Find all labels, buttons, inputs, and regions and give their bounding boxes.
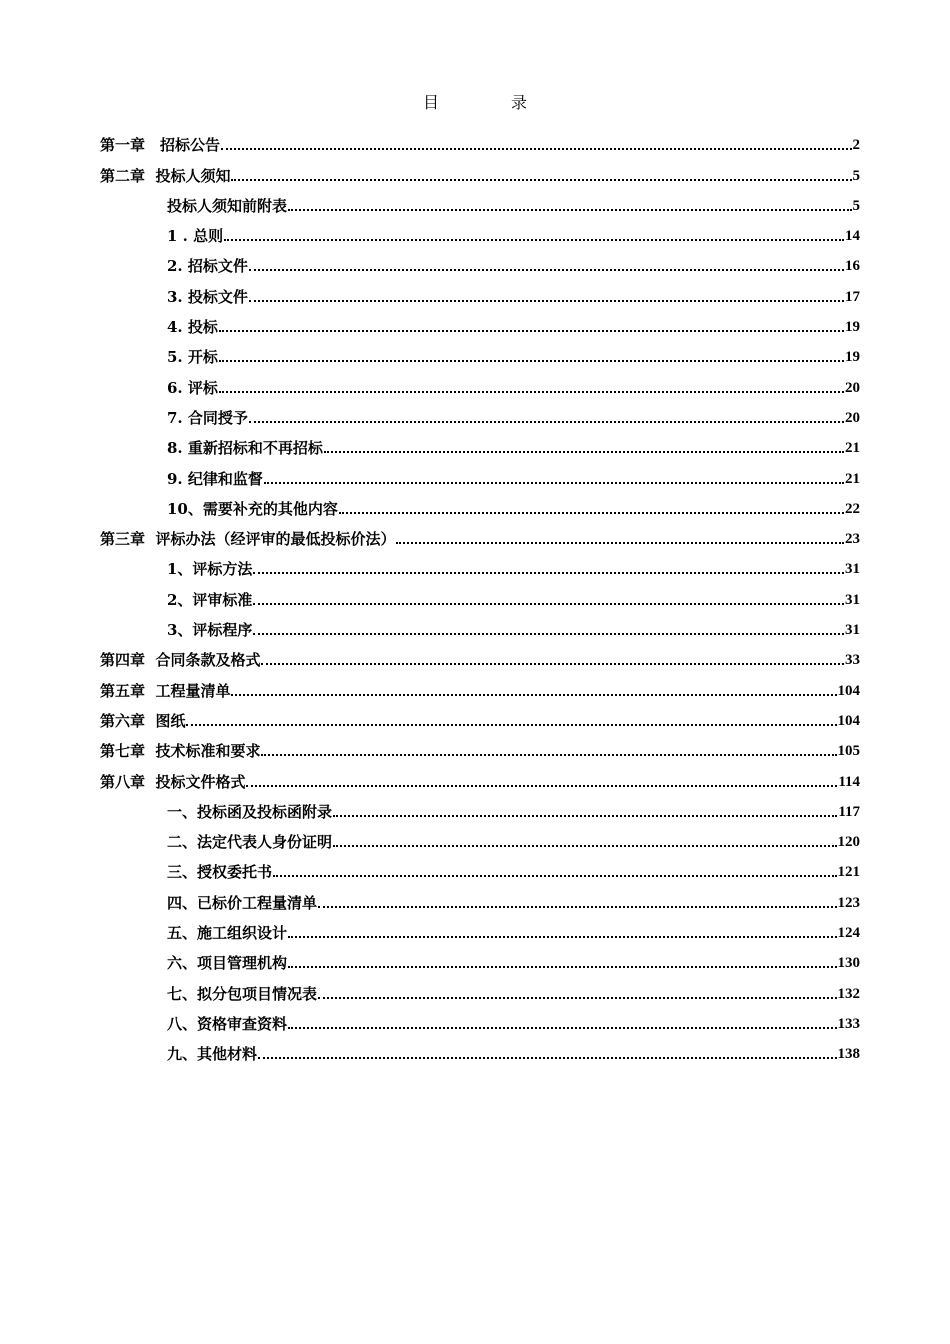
toc-page-number: 31: [845, 591, 860, 608]
toc-dot-leader: [318, 906, 836, 908]
toc-entry-label: 九、其他材料: [167, 1045, 258, 1064]
toc-entry-label: 投标人须知前附表: [167, 196, 288, 215]
toc-section-entry[interactable]: [100, 548, 860, 578]
toc-section-entry[interactable]: [100, 215, 860, 245]
toc-section-entry[interactable]: [100, 972, 860, 1002]
toc-section-entry[interactable]: [100, 578, 860, 608]
toc-dot-leader: [333, 815, 837, 817]
toc-chapter-entry[interactable]: [100, 730, 860, 760]
toc-chapter-entry[interactable]: [100, 669, 860, 699]
toc-dot-leader: [288, 209, 851, 211]
toc-dot-leader: [221, 148, 851, 150]
toc-section-entry[interactable]: [100, 1033, 860, 1063]
toc-page-number: 105: [837, 743, 860, 760]
toc-page-number: 33: [845, 652, 860, 669]
toc-dot-leader: [288, 936, 836, 938]
toc-page-number: 19: [845, 349, 860, 366]
toc-page-number: 120: [837, 834, 860, 851]
toc-dot-leader: [219, 360, 844, 362]
toc-chapter-entry[interactable]: [100, 760, 860, 790]
toc-title: 目 录: [422, 93, 555, 112]
toc-page-number: 117: [838, 803, 860, 820]
toc-chapter-entry[interactable]: [100, 154, 860, 184]
toc-section-entry[interactable]: [100, 1003, 860, 1033]
toc-dot-leader: [258, 1057, 836, 1059]
toc-section-entry[interactable]: [100, 821, 860, 851]
toc-page-number: 132: [837, 985, 860, 1002]
toc-page-number: 121: [837, 864, 860, 881]
toc-section-entry[interactable]: [100, 336, 860, 366]
toc-dot-leader: [249, 421, 844, 423]
toc-section-entry[interactable]: [100, 881, 860, 911]
toc-section-entry[interactable]: [100, 609, 860, 639]
toc-entry-label: 八、资格审查资料: [167, 1014, 288, 1033]
toc-section-entry[interactable]: [100, 185, 860, 215]
toc-entry-label: 第六章 图纸: [100, 711, 186, 730]
toc-entry-label: 2. 招标文件: [167, 257, 248, 276]
toc-entry-label: 一、投标函及投标函附录: [167, 802, 333, 821]
toc-entry-label: 第四章 合同条款及格式: [100, 651, 261, 670]
toc-page-number: 138: [837, 1046, 860, 1063]
toc-entry-label: 8. 重新招标和不再招标: [167, 439, 323, 458]
toc-entry-label: 第三章 评标办法（经评审的最低投标价法）: [100, 530, 396, 549]
toc-dot-leader: [288, 966, 836, 968]
toc-section-entry[interactable]: [100, 791, 860, 821]
toc-page-number: 104: [837, 712, 860, 729]
toc-section-entry[interactable]: [100, 942, 860, 972]
toc-page-number: 130: [837, 955, 860, 972]
toc-chapter-entry[interactable]: [100, 518, 860, 548]
toc-dot-leader: [224, 239, 844, 241]
toc-page-number: 16: [845, 258, 860, 275]
toc-page-number: 20: [845, 379, 860, 396]
toc-page-number: 124: [837, 925, 860, 942]
toc-section-entry[interactable]: [100, 397, 860, 427]
toc-dot-leader: [249, 269, 844, 271]
toc-dot-leader: [219, 330, 844, 332]
toc-dot-leader: [186, 724, 836, 726]
toc-entry-label: 第七章 技术标准和要求: [100, 742, 261, 761]
toc-page-number: 133: [837, 1015, 860, 1032]
toc-dot-leader: [261, 754, 836, 756]
toc-page-number: 31: [845, 622, 860, 639]
toc-dot-leader: [318, 997, 836, 999]
toc-section-entry[interactable]: [100, 306, 860, 336]
toc-entry-label: 三、授权委托书: [167, 863, 273, 882]
toc-page-number: 21: [845, 440, 860, 457]
toc-entry-label: 七、拟分包项目情况表: [167, 984, 318, 1003]
toc-entry-label: 第二章 投标人须知: [100, 166, 231, 185]
toc-section-entry[interactable]: [100, 275, 860, 305]
toc-entry-label: 第一章 招标公告: [100, 136, 221, 155]
toc-entry-label: 第八章 投标文件格式: [100, 772, 246, 791]
toc-page-number: 17: [845, 288, 860, 305]
toc-dot-leader: [261, 663, 844, 665]
toc-dot-leader: [253, 633, 844, 635]
toc-page-number: 5: [852, 167, 860, 184]
toc-entry-label: 6. 评标: [167, 378, 218, 397]
toc-dot-leader: [333, 845, 836, 847]
toc-entry-label: 3. 投标文件: [167, 287, 248, 306]
toc-entry-label: 五、施工组织设计: [167, 924, 288, 943]
toc-section-entry[interactable]: [100, 366, 860, 396]
toc-page-number: 114: [838, 773, 860, 790]
toc-section-entry[interactable]: [100, 851, 860, 881]
toc-entry-label: 9. 纪律和监督: [167, 469, 263, 488]
toc-entry-label: 5. 开标: [167, 348, 218, 367]
toc-dot-leader: [219, 391, 844, 393]
toc-dot-leader: [246, 785, 837, 787]
toc-section-entry[interactable]: [100, 427, 860, 457]
toc-dot-leader: [231, 179, 851, 181]
toc-section-entry[interactable]: [100, 912, 860, 942]
toc-entry-label: 第五章 工程量清单: [100, 681, 231, 700]
toc-page-number: 22: [845, 500, 860, 517]
toc-entry-label: 四、已标价工程量清单: [167, 893, 318, 912]
toc-page-number: 19: [845, 319, 860, 336]
toc-dot-leader: [231, 694, 836, 696]
toc-dot-leader: [253, 572, 844, 574]
toc-entry-label: 1 . 总则: [167, 227, 224, 246]
toc-entry-label: 二、法定代表人身份证明: [167, 833, 333, 852]
toc-page-number: 2: [852, 137, 860, 154]
toc-page-number: 23: [845, 531, 860, 548]
toc-page-number: 123: [837, 894, 860, 911]
toc-entry-label: 7. 合同授予: [167, 408, 248, 427]
toc-page-number: 104: [837, 682, 860, 699]
toc-dot-leader: [339, 512, 844, 514]
toc-dot-leader: [249, 300, 844, 302]
toc-entry-label: 2、评审标准: [167, 590, 253, 609]
toc-page-number: 31: [845, 561, 860, 578]
toc-dot-leader: [253, 603, 844, 605]
toc-page-number: 21: [845, 470, 860, 487]
toc-dot-leader: [273, 875, 836, 877]
toc-dot-leader: [396, 542, 844, 544]
toc-dot-leader: [264, 482, 844, 484]
toc-section-entry[interactable]: [100, 488, 860, 518]
toc-dot-leader: [288, 1027, 836, 1029]
toc-entry-label: 1、评标方法: [167, 560, 253, 579]
toc-section-entry[interactable]: [100, 245, 860, 275]
toc-page-number: 14: [845, 228, 860, 245]
toc-entry-label: 六、项目管理机构: [167, 954, 288, 973]
toc-dot-leader: [324, 451, 844, 453]
toc-section-entry[interactable]: [100, 457, 860, 487]
toc-entry-label: 3、评标程序: [167, 621, 253, 640]
toc-chapter-entry[interactable]: [100, 639, 860, 669]
toc-entry-label: 10、需要补充的其他内容: [167, 499, 338, 518]
toc-entry-label: 4. 投标: [167, 318, 218, 337]
toc-page-number: 5: [852, 197, 860, 214]
toc-chapter-entry[interactable]: [100, 700, 860, 730]
toc-chapter-entry[interactable]: [100, 124, 860, 154]
toc-page-number: 20: [845, 409, 860, 426]
toc-list: [100, 124, 860, 1063]
